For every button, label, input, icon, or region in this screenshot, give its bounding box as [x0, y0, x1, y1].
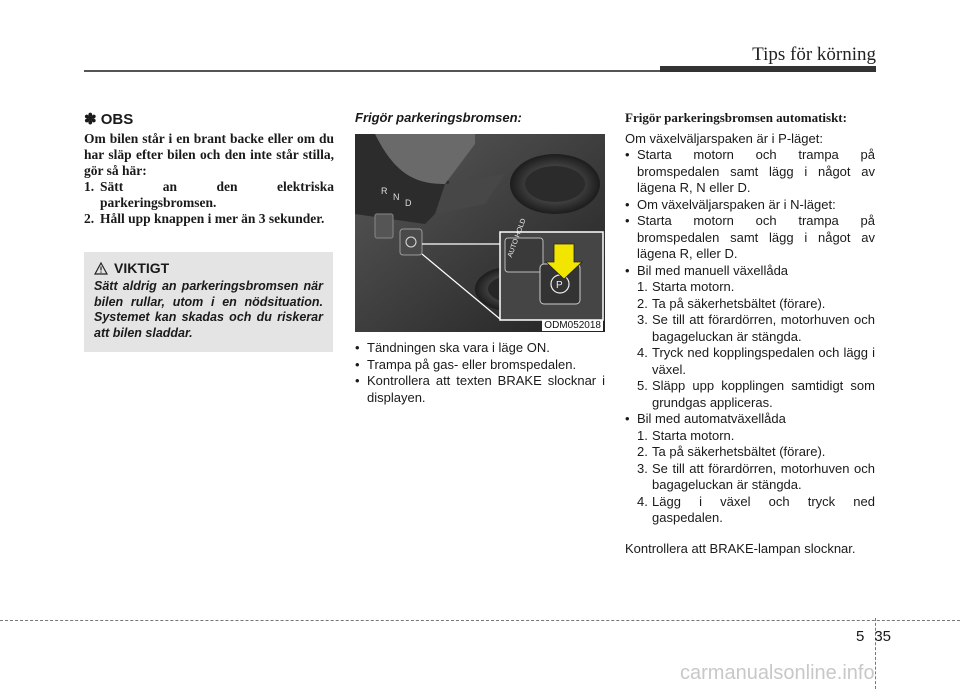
parking-brake-photo [355, 134, 605, 332]
step-text: Håll upp knappen i mer än 3 sekunder. [100, 211, 325, 226]
photo-code: ODM052018 [544, 320, 601, 331]
page-header-title: Tips för körning [752, 44, 876, 65]
closing-text: Kontrollera att BRAKE-lampan slocknar. [625, 540, 856, 556]
bullet-text: Tändningen ska vara i läge ON. [367, 340, 550, 355]
obs-step [84, 211, 334, 227]
obs-intro: Om bilen står i en brant backe eller om du har släp efter bilen och den inte står stilla, gör så här: [84, 131, 334, 178]
list-item: 1. Starta motorn. [637, 427, 735, 443]
warning-title: VIKTIGT [114, 260, 170, 276]
obs-steps [84, 179, 334, 227]
list-item: 2. Ta på säkerhetsbältet (förare). [637, 295, 826, 311]
list-item: 4. Lägg i växel och tryck ned gaspedalen. [637, 493, 875, 525]
bullet-text: Trampa på gas- eller bromspedalen. [367, 356, 577, 372]
auto-release-section [625, 110, 875, 557]
list-item: • Tändningen ska vara i läge ON. [355, 340, 550, 355]
svg-text:R: R [381, 186, 388, 196]
auto-steps [625, 428, 875, 527]
bullet-text: Om växelväljarspaken är i N-läget: [637, 196, 836, 212]
list-item: 3. Se till att förardörren, motorhuven och bagageluckan är stängda. [637, 312, 875, 344]
obs-step [84, 179, 334, 211]
step-text: Sätt an den elektriska parkeringsbromsen. [100, 179, 334, 210]
svg-text:D: D [405, 198, 412, 208]
list-item: • Bil med automatväxellåda [625, 411, 786, 426]
release-section [355, 110, 605, 133]
step-number: 1. [84, 179, 95, 194]
auto-hold-label: AUTO HOLD [506, 217, 528, 259]
chapter-number: 5 [856, 628, 865, 645]
bullet-text: Bil med manuell växellåda [637, 262, 789, 278]
list-item: • Kontrollera att texten BRAKE slocknar i displayen. [355, 373, 605, 405]
warning-triangle-icon [94, 262, 108, 275]
svg-text:N: N [393, 192, 400, 202]
bullet-text: Kontrollera att texten BRAKE slocknar i displayen. [367, 373, 605, 405]
list-item: • Trampa på gas- eller bromspedalen. [355, 356, 577, 372]
p-intro: Om växelväljarspaken är i P-läget: [625, 130, 823, 146]
manual-steps [625, 279, 875, 411]
warning-box [84, 252, 333, 352]
bullet-text: Starta motorn och trampa på bromspedalen samt lägg i något av lägena R, eller D. [637, 213, 875, 261]
list-item: • Starta motorn och trampa på bromspedalen samt lägg i något av lägena R, N eller D. [625, 147, 875, 195]
obs-heading: ✽ OBS [84, 111, 134, 128]
release-steps [355, 340, 605, 406]
bullet-text: Starta motorn och trampa på bromspedalen samt lägg i något av lägena R, N eller D. [637, 147, 875, 195]
list-item: 4. Tryck ned kopplingspedalen och lägg i växel. [637, 345, 875, 377]
list-item: • Starta motorn och trampa på bromspedalen samt lägg i något av lägena R, eller D. [625, 213, 875, 261]
release-title: Frigör parkeringsbromsen: [355, 110, 522, 125]
list-item: 2. Ta på säkerhetsbältet (förare). [637, 444, 826, 459]
list-item: • Om växelväljarspaken är i N-läget: [625, 196, 836, 212]
svg-text:P: P [556, 280, 563, 291]
footer-rule [0, 620, 960, 621]
bullet-text: Bil med automatväxellåda [637, 411, 786, 426]
step-number: 2. [84, 211, 95, 226]
auto-release-title: Frigör parkeringsbromsen automatiskt: [625, 110, 847, 125]
obs-section [84, 110, 334, 227]
header-rule-accent [660, 66, 876, 72]
console-illustration [355, 134, 605, 332]
warning-text: Sätt aldrig an parkeringsbromsen när bilen rullar, utom i en nödsituation. Systemet kan skadas och du riskerar att bilen sladdar. [94, 279, 323, 340]
list-item: 3. Se till att förardörren, motorhuven och bagageluckan är stängda. [637, 460, 875, 492]
list-item: 1. Starta motorn. [637, 279, 735, 294]
list-item: • Bil med manuell växellåda [625, 262, 789, 278]
page-number [856, 628, 891, 645]
watermark: carmanualsonline.info [680, 662, 875, 684]
page-number-value: 35 [874, 628, 892, 645]
warning-header [94, 260, 323, 276]
list-item: 5. Släpp upp kopplingen samtidigt som grundgas appliceras. [637, 378, 875, 410]
